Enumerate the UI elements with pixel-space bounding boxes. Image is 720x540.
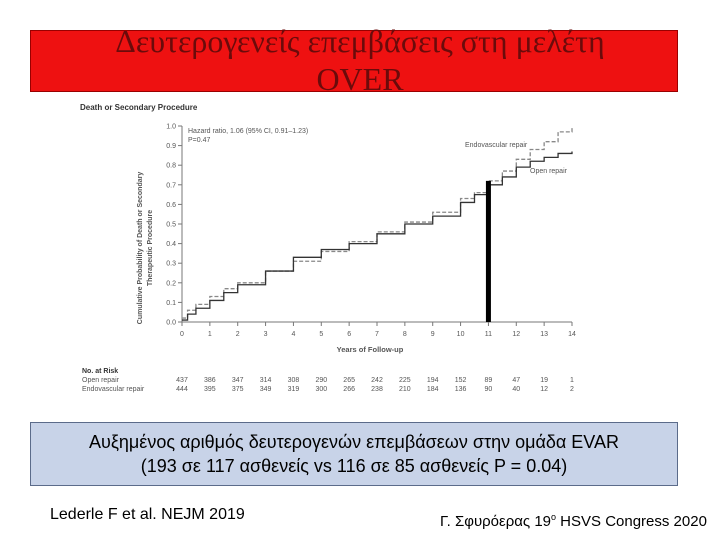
- y-axis-label-line-1: Cumulative Probability of Death or Secondary: [137, 171, 144, 325]
- y-tick-label: 0.3: [166, 260, 176, 268]
- risk-cell: 300: [315, 386, 328, 393]
- slide-title: [0, 22, 720, 98]
- chart-ticks: [166, 124, 576, 339]
- chart-axes: [182, 126, 572, 322]
- risk-cell: 265: [343, 377, 355, 384]
- summary-box: [30, 422, 678, 486]
- endovascular-repair-line: [182, 128, 572, 318]
- y-axis-label: [137, 172, 154, 325]
- y-tick-label: 0.4: [166, 241, 176, 249]
- y-tick-label: 0.1: [166, 299, 176, 307]
- x-tick-label: 14: [568, 331, 576, 338]
- y-tick-label: 1.0: [166, 123, 176, 131]
- risk-cell: 40: [512, 386, 521, 393]
- risk-table-heading: No. at Risk: [82, 368, 119, 375]
- risk-cell: 184: [426, 386, 439, 393]
- risk-row-label-open: Open repair: [82, 377, 119, 384]
- summary-line-2: (193 σε 117 ασθενείς vs 116 σε 85 ασθενείς P = 0.04): [140, 456, 568, 476]
- risk-table-values: [176, 377, 574, 393]
- risk-cell: 386: [204, 377, 216, 384]
- risk-cell: 89: [484, 377, 493, 384]
- legend-open-label: Open repair: [530, 168, 567, 175]
- risk-cell: 242: [371, 377, 383, 384]
- x-tick-label: 4: [291, 331, 296, 338]
- x-tick-label: 12: [512, 331, 521, 338]
- x-tick-label: 6: [347, 331, 352, 338]
- year-11-marker-bar: [486, 181, 491, 322]
- risk-cell: 12: [540, 386, 549, 393]
- risk-cell: 194: [426, 377, 439, 384]
- risk-cell: 308: [287, 377, 300, 384]
- x-tick-label: 7: [375, 331, 379, 338]
- y-tick-label: 0.7: [166, 182, 176, 190]
- y-tick-label: 0.8: [166, 162, 176, 170]
- y-tick-label: 0.2: [166, 280, 176, 288]
- risk-cell: 1: [570, 377, 574, 384]
- y-tick-label: 0.9: [166, 143, 176, 151]
- risk-cell: 349: [259, 386, 272, 393]
- credit-suffix: HSVS Congress 2020: [556, 513, 707, 530]
- risk-cell: 2: [570, 386, 574, 393]
- y-tick-label: 0.5: [166, 221, 176, 229]
- legend-endovascular-label: Endovascular repair: [465, 142, 528, 149]
- y-axis-label-line-2: Therapeutic Procedure: [147, 209, 154, 287]
- risk-cell: 152: [454, 377, 467, 384]
- x-tick-label: 2: [235, 331, 240, 338]
- risk-cell: 266: [343, 386, 355, 393]
- y-tick-label: 0.6: [166, 201, 176, 209]
- x-tick-label: 5: [319, 331, 324, 338]
- risk-cell: 375: [231, 386, 244, 393]
- risk-cell: 437: [176, 377, 188, 384]
- hazard-ratio-annotation: Hazard ratio, 1.06 (95% CI, 0.91–1.23): [188, 128, 309, 135]
- p-value-annotation: P=0.47: [188, 137, 211, 144]
- risk-cell: 444: [176, 386, 188, 393]
- chart-series: [182, 128, 572, 320]
- y-tick-label: 0.0: [166, 319, 176, 327]
- risk-cell: 90: [484, 386, 493, 393]
- risk-cell: 238: [371, 386, 383, 393]
- cumulative-probability-chart: [80, 98, 590, 402]
- x-tick-label: 0: [180, 331, 184, 338]
- x-tick-label: 1: [207, 331, 212, 338]
- x-axis-label: Years of Follow-up: [336, 345, 404, 354]
- summary-line-1: Αυξημένος αριθμός δευτερογενών επεμβάσεων στην ομάδα EVAR: [89, 432, 619, 452]
- presenter-credit: [440, 512, 707, 530]
- risk-cell: 314: [259, 377, 272, 384]
- x-tick-label: 8: [402, 331, 407, 338]
- risk-cell: 395: [204, 386, 216, 393]
- risk-row-label-endovascular: Endovascular repair: [82, 386, 145, 393]
- risk-cell: 225: [399, 377, 411, 384]
- credit-superscript: ο: [551, 512, 557, 522]
- risk-cell: 210: [399, 386, 411, 393]
- chart-title: Death or Secondary Procedure: [80, 103, 198, 112]
- risk-cell: 47: [512, 377, 521, 384]
- x-tick-label: 3: [263, 331, 268, 338]
- title-line-1: Δευτερογενείς επεμβάσεις στη μελέτη: [115, 23, 605, 59]
- risk-cell: 319: [287, 386, 300, 393]
- risk-cell: 290: [315, 377, 328, 384]
- risk-cell: 347: [231, 377, 244, 384]
- risk-cell: 136: [454, 386, 467, 393]
- citation-text: Lederle F et al. NEJM 2019: [50, 506, 245, 523]
- x-tick-label: 11: [484, 331, 493, 338]
- x-tick-label: 9: [430, 331, 435, 338]
- title-line-2: OVER: [316, 61, 404, 97]
- credit-prefix: Γ. Σφυρόερας 19: [440, 513, 551, 530]
- x-tick-label: 13: [540, 331, 549, 338]
- x-tick-label: 10: [456, 331, 465, 338]
- risk-cell: 19: [540, 377, 549, 384]
- open-repair-line: [182, 151, 572, 320]
